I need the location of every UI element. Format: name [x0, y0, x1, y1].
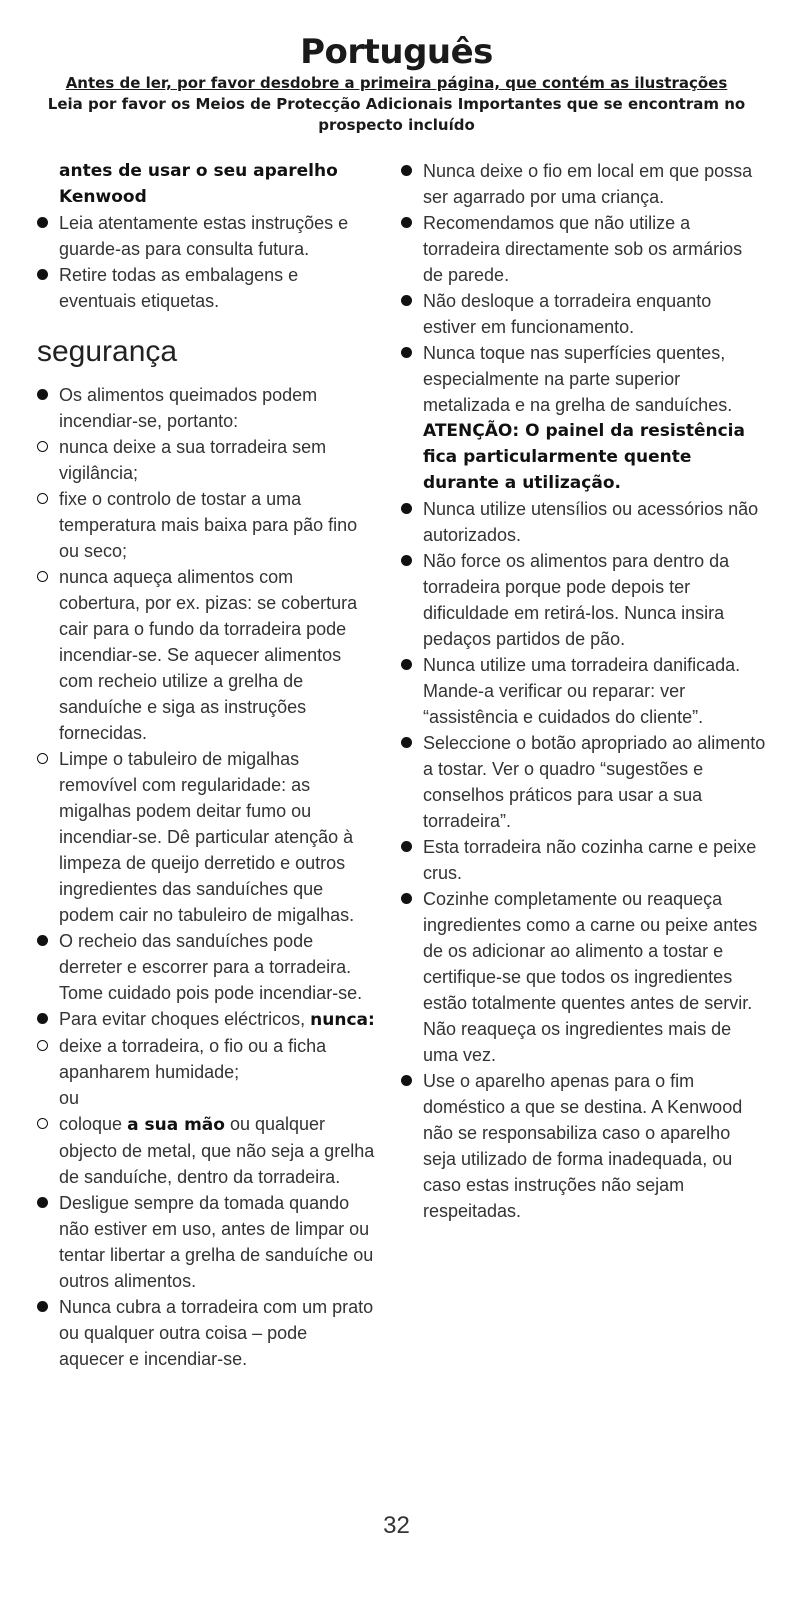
left-column — [37, 158, 377, 1372]
emphasis-your-hand: a sua mão — [127, 1115, 225, 1135]
intro-heading: antes de usar o seu aparelho Kenwood — [59, 161, 338, 207]
list-item: Não desloque a torradeira enquanto estiver em funcionamento. — [401, 288, 766, 340]
circle-bullet-icon — [37, 1040, 48, 1051]
list-item: Desligue sempre da tomada quando não estiver em uso, antes de limpar ou tentar libertar a grelha de sanduíche ou outros alimentos. — [37, 1190, 377, 1294]
bullet-icon — [401, 503, 412, 514]
list-item: Esta torradeira não cozinha carne e peixe crus. — [401, 834, 766, 886]
bullet-icon — [401, 347, 412, 358]
bullet-icon — [37, 1013, 48, 1024]
list-item: Nunca utilize utensílios ou acessórios não autorizados. — [401, 496, 766, 548]
bullet-icon — [401, 165, 412, 176]
unfold-note: Antes de ler, por favor desdobre a primeira página, que contém as ilustrações — [65, 74, 728, 92]
bullet-icon — [37, 1301, 48, 1312]
list-item: Nunca toque nas superfícies quentes, especialmente na parte superior metalizada e na grelha de sanduíches. — [401, 340, 766, 418]
page-number: 32 — [383, 1512, 410, 1539]
list-item: Leia atentamente estas instruções e guarde-as para consulta futura. — [37, 210, 377, 262]
list-item: Não force os alimentos para dentro da torradeira porque pode depois ter dificuldade em retirá-los. Nunca insira pedaços partidos de pão. — [401, 548, 766, 652]
bullet-icon — [37, 389, 48, 400]
list-subitem: fixe o controlo de tostar a uma temperatura mais baixa para pão fino ou seco; — [37, 486, 377, 564]
list-subitem: Limpe o tabuleiro de migalhas removível com regularidade: as migalhas podem deitar fumo ou incendiar-se. Dê particular atenção à limpeza de queijo derretido e outros ingredientes das sanduíches que podem cair no tabuleiro de migalhas. — [37, 746, 377, 928]
bullet-icon — [401, 217, 412, 228]
safety-leaflet-note: Leia por favor os Meios de Protecção Adicionais Importantes que se encontram no prospecto incluído — [47, 95, 746, 134]
bullet-icon — [401, 841, 412, 852]
list-item: Nunca deixe o fio em local em que possa ser agarrado por uma criança. — [401, 158, 766, 210]
bullet-icon — [401, 659, 412, 670]
circle-bullet-icon — [37, 1118, 48, 1129]
circle-bullet-icon — [37, 753, 48, 764]
circle-bullet-icon — [37, 571, 48, 582]
page-header — [0, 0, 793, 136]
emphasis-never: nunca: — [310, 1010, 375, 1030]
list-subitem: nunca deixe a sua torradeira sem vigilância; — [37, 434, 377, 486]
circle-bullet-icon — [37, 493, 48, 504]
bullet-icon — [401, 295, 412, 306]
list-item: O recheio das sanduíches pode derreter e escorrer para a torradeira. Tome cuidado pois pode incendiar-se. — [37, 928, 377, 1006]
list-item: Seleccione o botão apropriado ao alimento a tostar. Ver o quadro “sugestões e conselhos práticos para usar a sua torradeira”. — [401, 730, 766, 834]
list-subitem: deixe a torradeira, o fio ou a ficha apanharem humidade; — [37, 1033, 377, 1085]
list-item: Use o aparelho apenas para o fim doméstico a que se destina. A Kenwood não se responsabiliza caso o aparelho seja utilizado de forma inadequada, ou caso estas instruções não sejam respeitadas. — [401, 1068, 766, 1224]
list-item: Recomendamos que não utilize a torradeira directamente sob os armários de parede. — [401, 210, 766, 288]
list-item: Nunca cubra a torradeira com um prato ou qualquer outra coisa – pode aquecer e incendiar-se. — [37, 1294, 377, 1372]
bullet-icon — [401, 737, 412, 748]
list-item: Nunca utilize uma torradeira danificada. Mande-a verificar ou reparar: ver “assistência e cuidados do cliente”. — [401, 652, 766, 730]
bullet-icon — [37, 269, 48, 280]
list-item: Retire todas as embalagens e eventuais etiquetas. — [37, 262, 377, 314]
right-column — [401, 158, 766, 1224]
section-title-safety: segurança — [37, 335, 178, 368]
bullet-icon — [37, 935, 48, 946]
or-connector: ou — [59, 1088, 80, 1108]
list-item: Os alimentos queimados podem incendiar-se, portanto: — [37, 382, 377, 434]
bullet-icon — [37, 217, 48, 228]
list-subitem: nunca aqueça alimentos com cobertura, por ex. pizas: se cobertura cair para o fundo da torradeira pode incendiar-se. Se aquecer alimentos com recheio utilize a grelha de sanduíche e siga as instruções fornecidas. — [37, 564, 377, 746]
bullet-icon — [401, 1075, 412, 1086]
circle-bullet-icon — [37, 441, 48, 452]
warning-text: ATENÇÃO: O painel da resistência fica particularmente quente durante a utilização. — [423, 421, 745, 493]
list-subitem: coloque a sua mão ou qualquer objecto de metal, que não seja a grelha de sanduíche, dentro da torradeira. — [37, 1111, 377, 1190]
bullet-icon — [401, 555, 412, 566]
bullet-icon — [401, 893, 412, 904]
list-item: Cozinhe completamente ou reaqueça ingredientes como a carne ou peixe antes de os adicionar ao alimento a tostar e certifique-se que todos os ingredientes estão totalmente quentes antes de servir. Não reaqueça os ingredientes mais de uma vez. — [401, 886, 766, 1068]
bullet-icon — [37, 1197, 48, 1208]
page-title: Português — [300, 32, 493, 72]
list-item: Para evitar choques eléctricos, nunca: — [37, 1006, 377, 1033]
